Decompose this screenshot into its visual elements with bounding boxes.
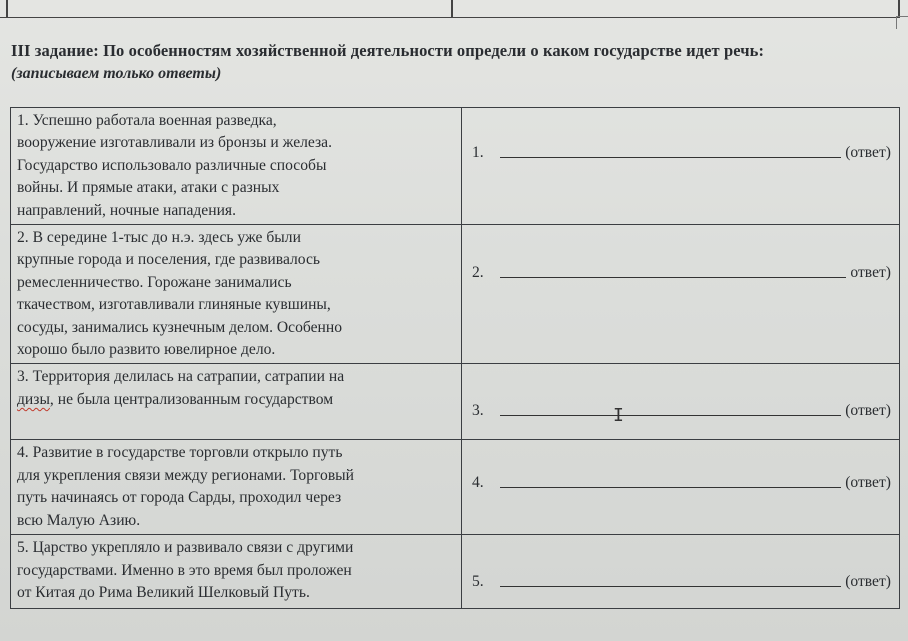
question-line: всю Малую Азию. [17,511,141,529]
answer-blank-line[interactable] [500,585,841,587]
question-line: 1. Успешно работала военная разведка, [17,112,277,129]
answer-cell[interactable] [462,225,900,364]
answer-field[interactable] [472,474,891,492]
answer-number: 5. [472,573,484,591]
table-row [11,108,900,225]
answer-label: ответ) [850,264,891,282]
text-cursor-icon: I [613,405,624,427]
answer-label: (ответ) [845,402,891,420]
page-corner-mark [896,16,908,29]
answer-blank-line[interactable] [500,276,846,278]
answer-field[interactable] [472,144,891,162]
answer-field[interactable] [472,402,891,420]
answer-number: 2. [472,264,484,282]
question-line: от Китая до Рима Великий Шелковый Путь. [17,583,310,601]
question-cell[interactable] [11,364,462,440]
question-line: войны. И прямые атаки, атаки с разных [17,179,280,197]
task-heading: III задание: По особенностям хозяйственной деятельности определи о каком государстве идет речь: [11,41,765,60]
question-cell[interactable] [11,225,462,364]
question-cell[interactable] [11,108,462,225]
answer-number: 3. [472,402,484,420]
task-note: (записываем только ответы) [11,65,222,82]
answer-cell[interactable] [462,535,900,609]
table-row [11,225,900,364]
answer-cell[interactable] [462,108,900,225]
table-border [6,0,8,17]
question-line: государствами. Именно в это время был проложен [17,561,352,579]
question-cell[interactable] [11,440,462,535]
answer-blank-line[interactable] [500,156,841,158]
table-row [11,440,900,535]
question-line: для укрепления связи между регионами. Торговый [17,466,355,484]
question-line-rest: , не была централизованным государством [49,390,334,408]
question-line: 2. В середине 1-тыс до н.э. здесь уже были [17,229,301,247]
question-line: 3. Территория делилась на сатрапии, сатрапии на [17,368,345,386]
answer-field[interactable] [472,264,891,282]
answer-blank-line[interactable] [500,414,841,416]
answer-label: (ответ) [845,144,891,161]
answer-label: (ответ) [845,474,891,492]
answer-number: 4. [472,474,484,492]
answer-number: 1. [472,144,484,161]
answer-cell[interactable] [462,440,900,535]
answer-cell[interactable] [462,364,900,440]
table-row [11,535,900,609]
question-line: 5. Царство укрепляло и развивало связи с другими [17,539,354,557]
question-line: хорошо было развито ювелирное дело. [17,341,276,359]
question-line: направлений, ночные нападения. [17,201,236,219]
question-cell[interactable] [11,535,462,609]
question-line: вооружение изготавливали из бронзы и железа. [17,134,333,152]
question-line: ткачеством, изготавливали глиняные кувшины, [17,296,331,314]
question-line: ремесленничество. Горожане занимались [17,273,292,291]
task-table [10,107,900,609]
spellcheck-word: дизы [17,390,50,408]
answer-field[interactable] [472,573,891,591]
table-row [11,364,900,440]
question-line: 4. Развитие в государстве торговли открыло путь [17,444,343,462]
question-line: путь начинаясь от города Сарды, проходил через [17,489,342,507]
previous-table-bottom [0,0,900,18]
table-border [898,0,900,17]
answer-blank-line[interactable] [500,486,841,488]
table-border [451,0,453,17]
answer-label: (ответ) [845,573,891,591]
question-line: крупные города и поселения, где развивалось [17,251,320,269]
question-line: Государство использовало различные способы [17,156,327,174]
question-line [17,389,457,411]
question-line: сосуды, занимались кузнечным делом. Особенно [17,318,343,336]
